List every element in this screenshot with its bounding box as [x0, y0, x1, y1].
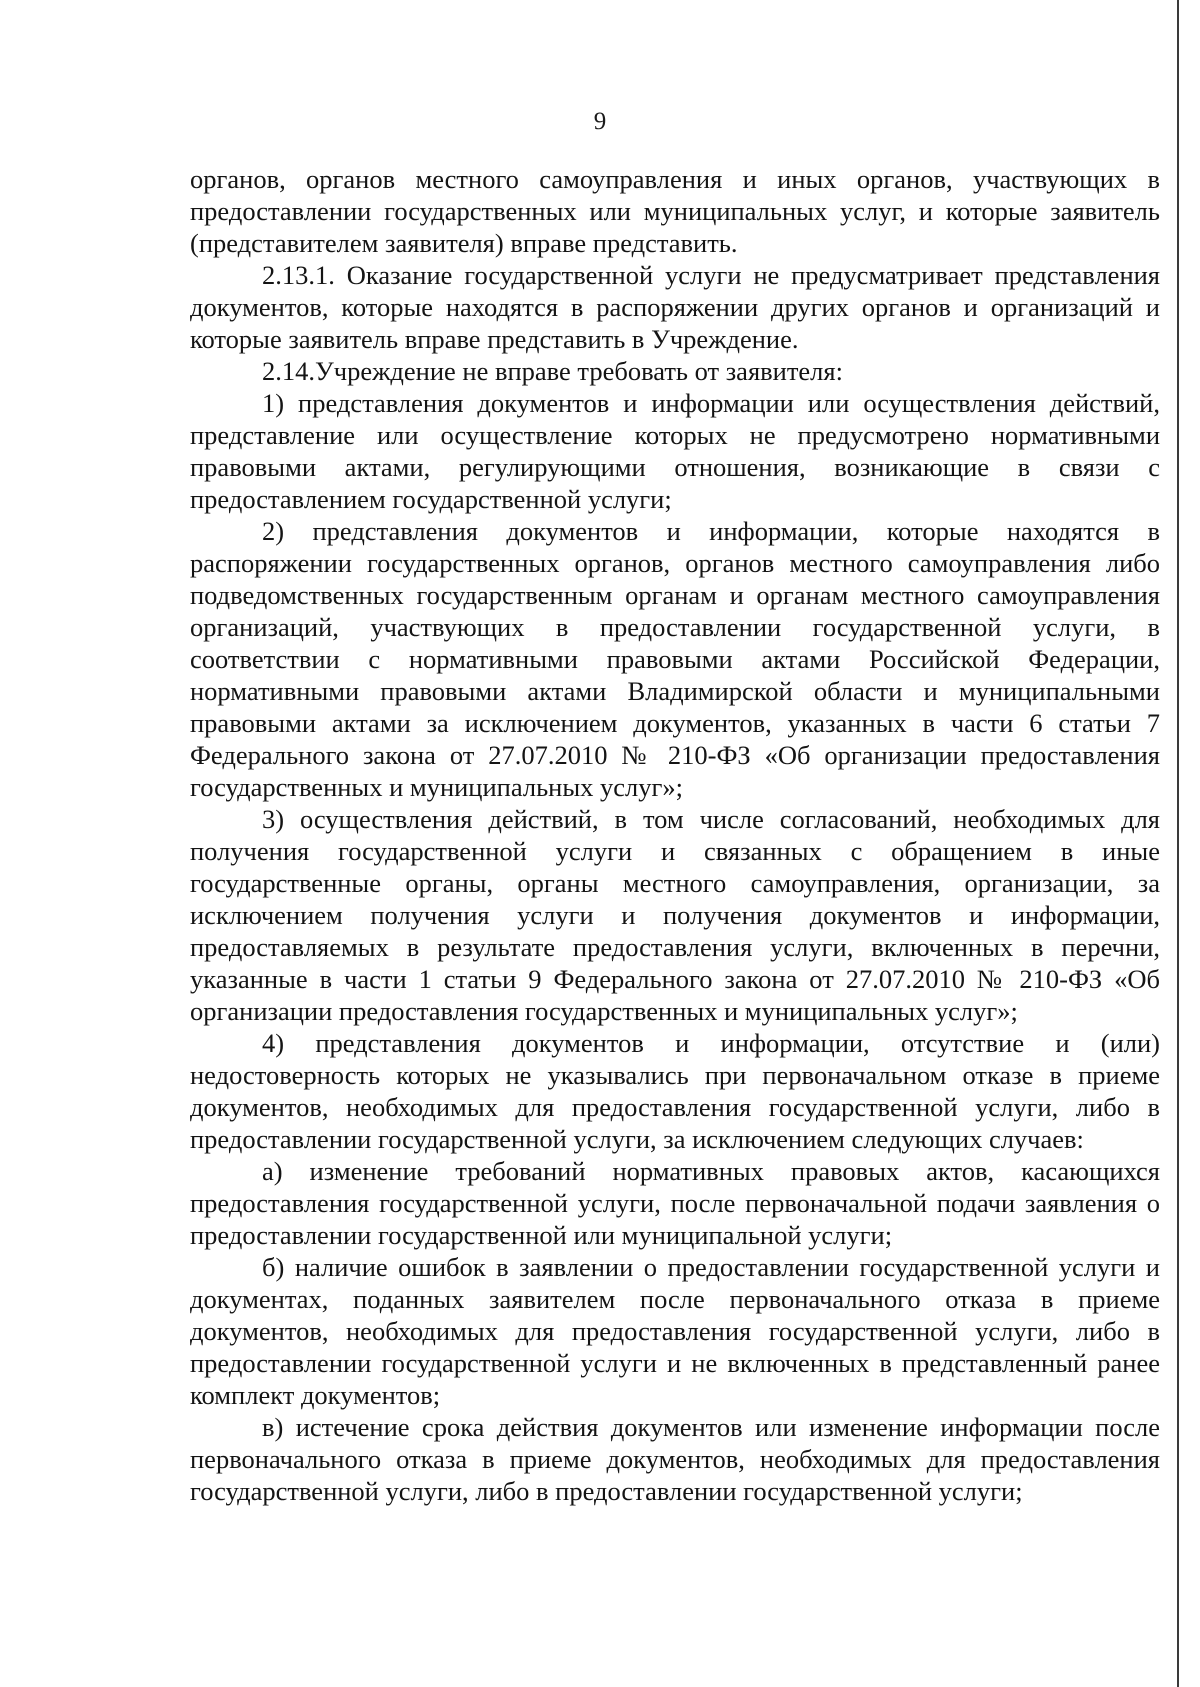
list-item-3: 3) осуществления действий, в том числе согласований, необходимых для получения государственной услуги и связанных с обращением в иные государственные органы, органы местного самоуправления, организации, за исключением получения услуги и получения документов и информации, предоставляемых в результате предоставления услуги, включенных в перечни, указанные в части 1 статьи 9 Федерального закона от 27.07.2010 № 210-ФЗ «Об организации предоставления государственных и муниципальных услуг»; [190, 804, 1160, 1026]
document-body [190, 163, 1160, 1507]
paragraph-continuation: органов, органов местного самоуправления и иных органов, участвующих в предоставлении государственных или муниципальных услуг, и которые заявитель (представителем заявителя) вправе представить. [190, 164, 1160, 258]
list-item-2: 2) представления документов и информации, которые находятся в распоряжении государственных органов, органов местного самоуправления либо подведомственных государственным органам и органам местного самоуправления организаций, участвующих в предоставлении государственной услуги, в соответствии с нормативными правовыми актами Российской Федерации, нормативными правовыми актами Владимирской области и муниципальными правовыми актами за исключением документов, указанных в части 6 статьи 7 Федерального закона от 27.07.2010 № 210-ФЗ «Об организации предоставления государственных и муниципальных услуг»; [190, 516, 1160, 802]
sub-item-b: б) наличие ошибок в заявлении о предоставлении государственной услуги и документах, поданных заявителем после первоначального отказа в приеме документов, необходимых для предоставления государственной услуги, либо в предоставлении государственной услуги и не включенных в представленный ранее комплект документов; [190, 1252, 1160, 1410]
paragraph-2-13-1: 2.13.1. Оказание государственной услуги не предусматривает представления документов, которые находятся в распоряжении других органов и организаций и которые заявитель вправе представить в Учреждение. [190, 260, 1160, 354]
page-number: 9 [593, 108, 607, 135]
list-item-4: 4) представления документов и информации, отсутствие и (или) недостоверность которых не указывались при первоначальном отказе в приеме документов, необходимых для предоставления государственной услуги, либо в предоставлении государственной услуги, за исключением следующих случаев: [190, 1028, 1160, 1154]
paragraph-2-14: 2.14.Учреждение не вправе требовать от заявителя: [262, 356, 843, 386]
scan-edge-line [1177, 0, 1179, 1687]
sub-item-v: в) истечение срока действия документов или изменение информации после первоначального отказа в приеме документов, необходимых для предоставления государственной услуги, либо в предоставлении государственной услуги; [190, 1412, 1160, 1506]
sub-item-a: а) изменение требований нормативных правовых актов, касающихся предоставления государственной услуги, после первоначальной подачи заявления о предоставлении государственной или муниципальной услуги; [190, 1156, 1160, 1250]
list-item-1: 1) представления документов и информации или осуществления действий, представление или осуществление которых не предусмотрено нормативными правовыми актами, регулирующими отношения, возникающие в связи с предоставлением государственной услуги; [190, 388, 1160, 514]
